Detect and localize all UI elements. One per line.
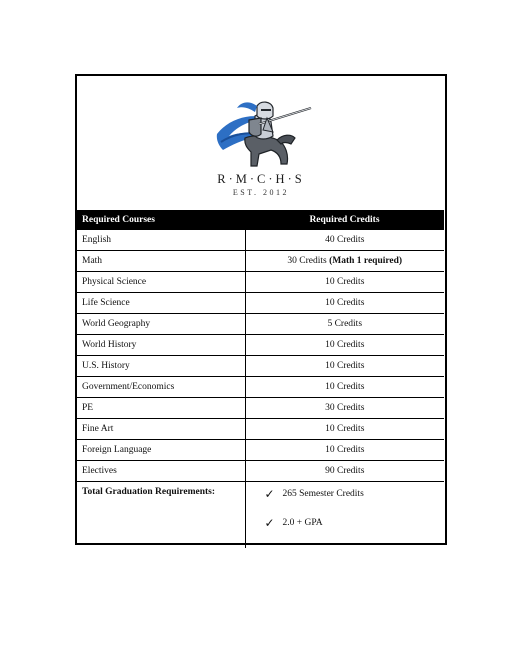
total-requirements	[245, 482, 444, 549]
courses-column-header: Required Courses	[77, 210, 245, 230]
course-name: English	[77, 230, 245, 251]
knight-logo-icon	[211, 98, 313, 170]
course-name: PE	[77, 398, 245, 419]
total-label: Total Graduation Requirements:	[77, 482, 245, 549]
credits-column-header: Required Credits	[245, 210, 444, 230]
school-name: R·M·C·H·S	[217, 172, 305, 186]
course-name: Electives	[77, 461, 245, 482]
check-icon: ✓	[264, 515, 275, 530]
credit-cell	[245, 272, 444, 293]
course-name: U.S. History	[77, 356, 245, 377]
requirement-item	[265, 487, 440, 501]
table-row	[77, 293, 444, 314]
table-row	[77, 419, 444, 440]
credit-cell	[245, 335, 444, 356]
credit-value: 30 Credits	[287, 256, 327, 266]
table-row	[77, 356, 444, 377]
credit-value: 10 Credits	[325, 340, 365, 350]
course-name: Fine Art	[77, 419, 245, 440]
credit-note: (Math 1 required)	[329, 256, 403, 266]
requirement-item	[265, 516, 440, 530]
credit-value: 5 Credits	[327, 319, 363, 329]
credit-cell	[245, 461, 444, 482]
course-name: World Geography	[77, 314, 245, 335]
credit-value: 40 Credits	[325, 235, 365, 245]
credit-cell	[245, 230, 444, 251]
credit-cell	[245, 251, 444, 272]
table-row	[77, 314, 444, 335]
logo-area	[77, 76, 445, 210]
credit-value: 10 Credits	[325, 277, 365, 287]
course-name: Math	[77, 251, 245, 272]
table-row	[77, 272, 444, 293]
credit-value: 90 Credits	[325, 466, 365, 476]
credit-value: 10 Credits	[325, 298, 365, 308]
table-row	[77, 440, 444, 461]
credit-value: 30 Credits	[325, 403, 365, 413]
credit-value: 10 Credits	[325, 445, 365, 455]
table-row	[77, 377, 444, 398]
course-name: Government/Economics	[77, 377, 245, 398]
credit-cell	[245, 356, 444, 377]
credit-value: 10 Credits	[325, 361, 365, 371]
credit-value: 10 Credits	[325, 382, 365, 392]
credit-cell	[245, 314, 444, 335]
graduation-requirements-sheet	[75, 74, 447, 545]
table-row	[77, 230, 444, 251]
requirement-text: 2.0 + GPA	[282, 518, 323, 528]
requirement-text: 265 Semester Credits	[282, 489, 364, 499]
requirements-table	[77, 210, 444, 548]
table-row	[77, 398, 444, 419]
credit-value: 10 Credits	[325, 424, 365, 434]
check-icon: ✓	[264, 486, 275, 501]
credit-cell	[245, 293, 444, 314]
table-header-row	[77, 210, 444, 230]
table-row	[77, 461, 444, 482]
course-name: Life Science	[77, 293, 245, 314]
credit-cell	[245, 440, 444, 461]
total-row	[77, 482, 444, 549]
course-name: Physical Science	[77, 272, 245, 293]
credit-cell	[245, 398, 444, 419]
established-year: EST. 2012	[232, 188, 290, 197]
credit-cell	[245, 419, 444, 440]
course-name: Foreign Language	[77, 440, 245, 461]
table-row	[77, 335, 444, 356]
credit-cell	[245, 377, 444, 398]
course-name: World History	[77, 335, 245, 356]
table-row	[77, 251, 444, 272]
